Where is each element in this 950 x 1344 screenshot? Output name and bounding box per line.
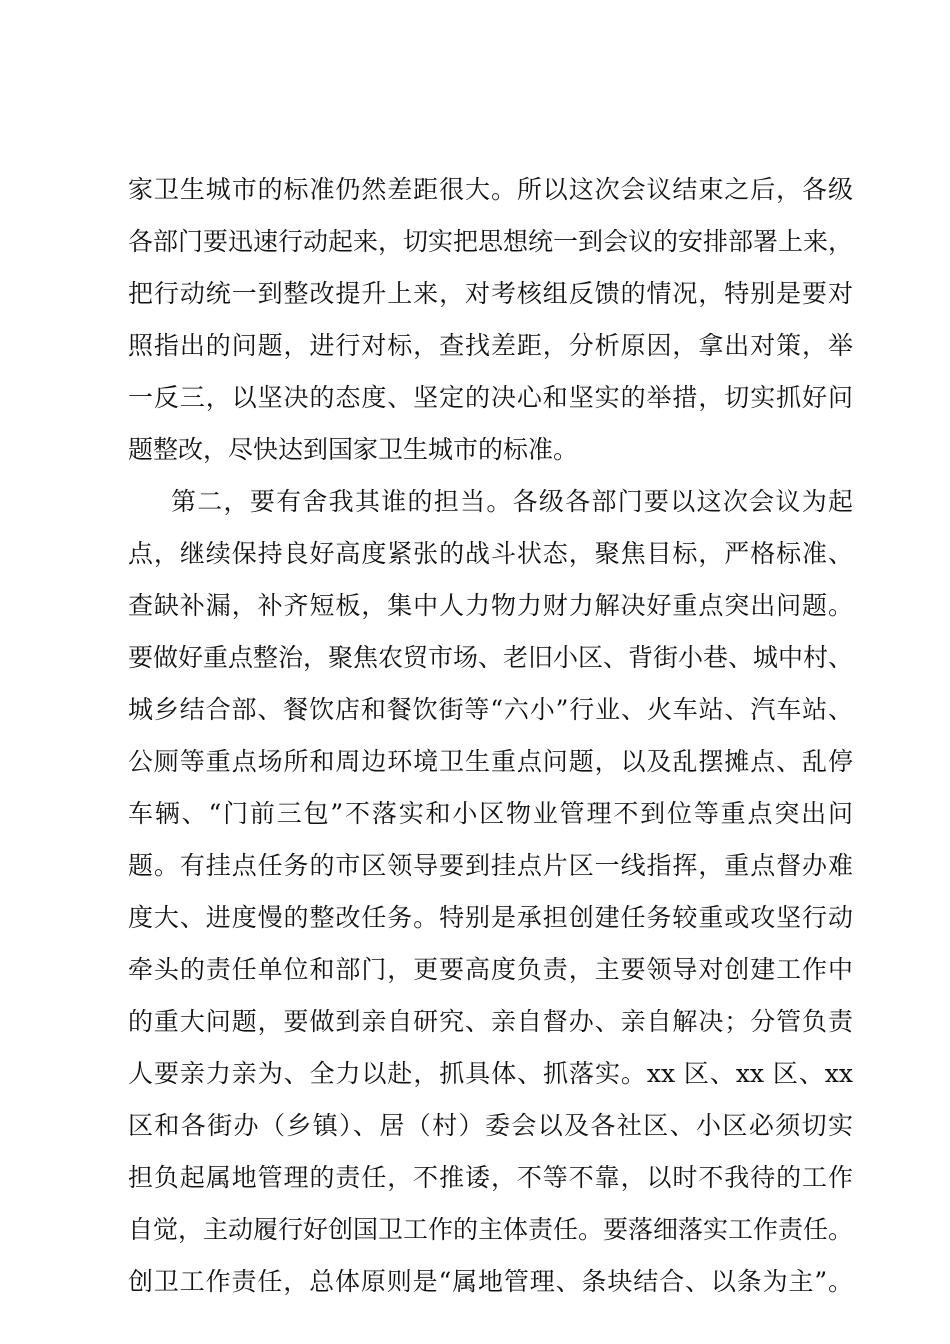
paragraph-1-line-5: 一反三，以坚决的态度、坚定的决心和坚实的举措，切实抓好问 <box>128 383 853 412</box>
paragraph-1-line-6: 题整改，尽快达到国家卫生城市的标准。 <box>128 435 579 464</box>
paragraph-2-line-4: 要做好重点整治，聚焦农贸市场、老旧小区、背街小巷、城中村、 <box>128 643 854 672</box>
paragraph-2-line-11: 的重大问题，要做到亲自研究、亲自督办、亲自解决；分管负责 <box>128 1007 853 1036</box>
paragraph-2-line-5: 城乡结合部、餐饮店和餐饮街等“六小”行业、火车站、汽车站、 <box>128 695 853 724</box>
paragraph-2-line-16: 创卫工作责任，总体原则是“属地管理、条块结合、以条为主”。 <box>128 1267 853 1296</box>
paragraph-2-line-12: 人要亲力亲为、全力以赴，抓具体、抓落实。xx 区、xx 区、xx <box>128 1059 853 1088</box>
paragraph-2-line-3: 查缺补漏，补齐短板，集中人力物力财力解决好重点突出问题。 <box>128 591 853 620</box>
paragraph-2-line-8: 题。有挂点任务的市区领导要到挂点片区一线指挥，重点督办难 <box>128 851 853 880</box>
paragraph-2-line-10: 牵头的责任单位和部门，更要高度负责，主要领导对创建工作中 <box>128 955 853 984</box>
paragraph-2-line-9: 度大、进度慢的整改任务。特别是承担创建任务较重或攻坚行动 <box>128 903 853 932</box>
paragraph-2-line-14: 担负起属地管理的责任，不推诿，不等不靠，以时不我待的工作 <box>128 1163 853 1192</box>
paragraph-2-line-15: 自觉，主动履行好创国卫工作的主体责任。要落细落实工作责任。 <box>128 1215 854 1244</box>
paragraph-2-line-13: 区和各街办（乡镇）、居（村）委会以及各社区、小区必须切实 <box>128 1111 853 1140</box>
paragraph-2-line-7: 车辆、“门前三包”不落实和小区物业管理不到位等重点突出问 <box>128 799 853 828</box>
paragraph-1-line-4: 照指出的问题，进行对标，查找差距，分析原因，拿出对策，举 <box>128 331 853 360</box>
paragraph-1-line-2: 各部门要迅速行动起来，切实把思想统一到会议的安排部署上来， <box>128 227 854 256</box>
paragraph-2-line-2: 点，继续保持良好高度紧张的战斗状态，聚焦目标，严格标准、 <box>128 539 853 568</box>
paragraph-2-line-6: 公厕等重点场所和周边环境卫生重点问题，以及乱摆摊点、乱停 <box>128 747 853 776</box>
paragraph-2-line-1: 第二，要有舍我其谁的担当。各级各部门要以这次会议为起 <box>171 487 853 516</box>
paragraph-1-line-1: 家卫生城市的标准仍然差距很大。所以这次会议结束之后，各级 <box>128 175 853 204</box>
paragraph-1-line-3: 把行动统一到整改提升上来，对考核组反馈的情况，特别是要对 <box>128 279 853 308</box>
